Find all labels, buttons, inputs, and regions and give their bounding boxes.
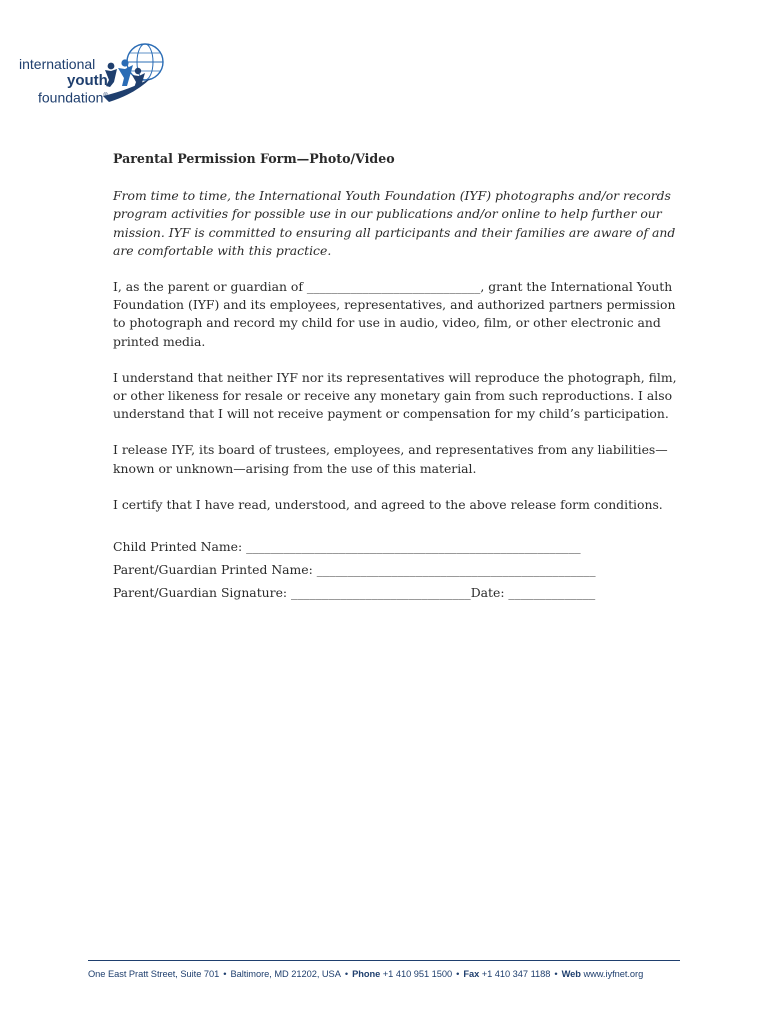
guardian-signature-label: Parent/Guardian Signature: _____________________________Date: ______________ [113,585,596,601]
child-name-field[interactable] [113,538,683,556]
globe-people-icon [101,40,169,106]
footer-bullet: • [223,969,227,979]
child-name-label: Child Printed Name: ______________________________________________________ [113,539,581,555]
footer-fax-label: Fax [463,969,480,979]
footer-phone-label: Phone [352,969,381,979]
footer-bullet: • [554,969,558,979]
footer-phone: +1 410 951 1500 [382,969,453,979]
footer-web-label: Web [561,969,581,979]
liability-paragraph: I release IYF, its board of trustees, employees, and representatives from any liabilities—known or unknown—arising from the use of this material. [113,442,668,476]
consent-paragraph: I, as the parent or guardian of ____________________________, grant the International Youth Foundation (IYF) and its employees, representatives, and authorized partners permission to photograph and record my child for use in audio, video, film, or other electronic and printed media. [113,279,676,349]
footer-bullet: • [344,969,349,979]
certify-paragraph: I certify that I have read, understood, and agreed to the above release form conditions. [113,496,663,512]
footer-address: One East Pratt Street, Suite 701 [88,969,220,979]
logo-line-foundation [38,89,108,106]
form-title: Parental Permission Form—Photo/Video [113,151,395,166]
permission-form [113,150,683,608]
guardian-signature-field[interactable] [113,584,683,602]
footer-divider [88,960,680,961]
logo-line-youth: youth [67,72,108,89]
footer-fax: +1 410 347 1188 [481,969,551,979]
footer-contact [88,969,688,979]
logo-foundation-text: foundation [38,89,104,106]
iyf-logo [19,40,169,110]
guardian-name-label: Parent/Guardian Printed Name: _____________________________________________ [113,562,596,578]
resale-paragraph: I understand that neither IYF nor its representatives will reproduce the photograph, film, or other likeness for resale or receive any monetary gain from such reproductions. I also understand that I will not receive payment or compensation for my child’s participation. [113,369,677,422]
guardian-name-field[interactable] [113,561,683,579]
footer-city: Baltimore, MD 21202, USA [230,969,341,979]
footer-web-link[interactable]: www.iyfnet.org [583,969,644,979]
footer-bullet: • [456,969,460,979]
form-intro: From time to time, the International Youth Foundation (IYF) photographs and/or records program activities for possible use in our publications and/or online to help further our mission. IYF is committed to ensuring all participants and their families are aware of and are comfortable with this practice. [113,188,676,258]
logo-line-international: international [19,56,96,72]
